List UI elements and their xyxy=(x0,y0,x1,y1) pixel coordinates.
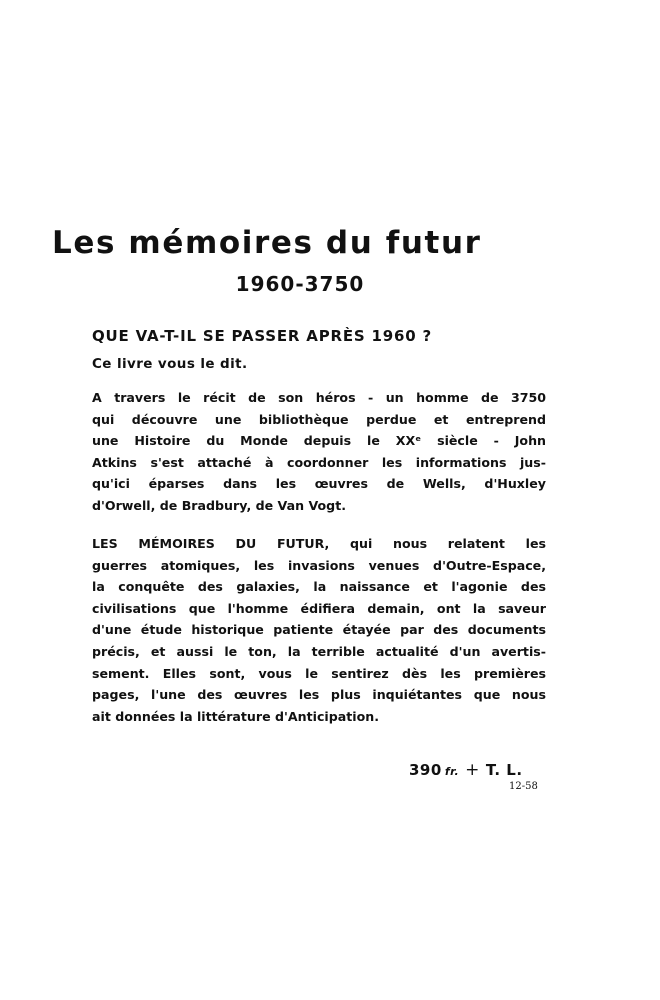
price-unit: fr. xyxy=(444,765,460,778)
blurb-paragraph-2 xyxy=(92,533,546,727)
print-code: 12-58 xyxy=(509,781,538,792)
paragraph-line: Atkins s'est attaché à coordonner les informations jus- xyxy=(92,454,546,470)
plus-sign: + xyxy=(465,760,480,780)
blurb-lead: Ce livre vous le dit. xyxy=(92,356,248,372)
price-label xyxy=(409,762,523,779)
paragraph-line: sement. Elles sont, vous le sentirez dès les premières xyxy=(92,665,546,681)
paragraph-line: guerres atomiques, les invasions venues d'Outre-Espace, xyxy=(92,557,546,573)
paragraph-line: ait données la littérature d'Anticipation. xyxy=(92,708,379,724)
paragraph-line: d'une étude historique patiente étayée par des documents xyxy=(92,622,546,638)
blurb-heading: QUE VA-T-IL SE PASSER APRÈS 1960 ? xyxy=(92,327,432,345)
paragraph-line: pages, l'une des œuvres les plus inquiétantes que nous xyxy=(92,687,546,703)
paragraph-line: LES MÉMOIRES DU FUTUR, qui nous relatent les xyxy=(92,536,546,551)
paragraph-line: une Histoire du Monde depuis le XXᵉ siècle - John xyxy=(92,433,546,449)
price-amount: 390 xyxy=(409,761,442,779)
blurb-paragraph-1 xyxy=(92,387,546,517)
price-tax: T. L. xyxy=(485,761,523,779)
paragraph-line: précis, et aussi le ton, la terrible actualité d'un avertis- xyxy=(92,643,546,659)
paragraph-line: d'Orwell, de Bradbury, de Van Vogt. xyxy=(92,497,346,513)
paragraph-line: A travers le récit de son héros - un homme de 3750 xyxy=(92,390,546,405)
paragraph-line: la conquête des galaxies, la naissance et l'agonie des xyxy=(92,579,546,595)
paragraph-line: civilisations que l'homme édifiera demain, ont la saveur xyxy=(92,600,546,616)
paragraph-line: qu'ici éparses dans les œuvres de Wells, d'Huxley xyxy=(92,476,546,492)
book-subtitle-years: 1960-3750 xyxy=(235,272,365,296)
book-title: Les mémoires du futur xyxy=(52,225,482,261)
paragraph-line: qui découvre une bibliothèque perdue et entreprend xyxy=(92,411,546,427)
